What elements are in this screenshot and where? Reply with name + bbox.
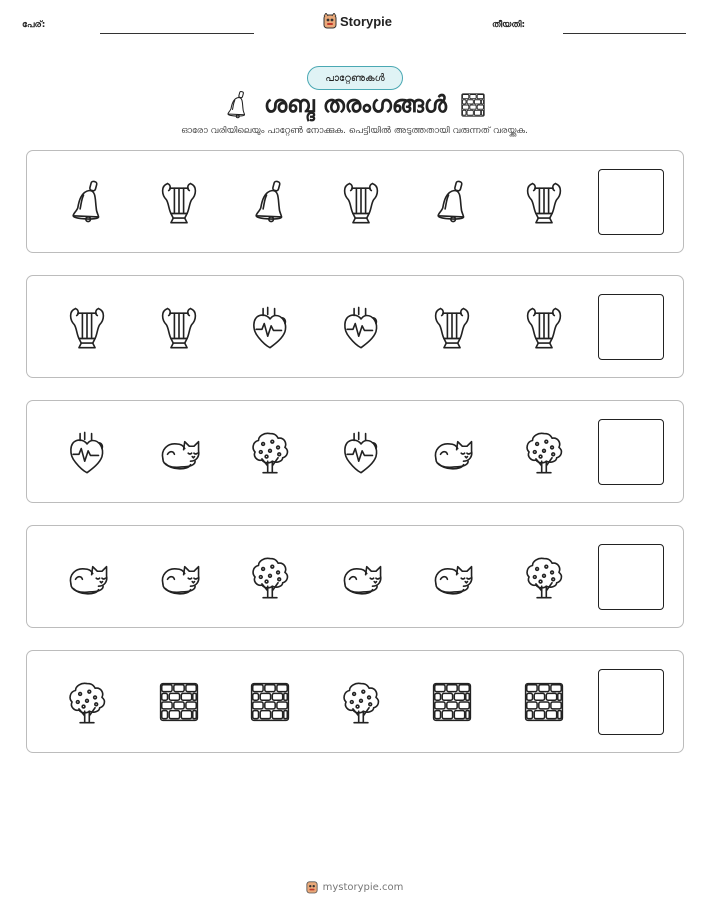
pattern-row [26, 650, 684, 753]
pattern-row [26, 275, 684, 378]
cat-icon [156, 429, 202, 475]
cat-icon [338, 554, 384, 600]
storypie-mascot-icon [323, 13, 337, 29]
answer-box[interactable] [598, 169, 664, 235]
date-label: തീയതി: [492, 20, 526, 30]
cat-icon [156, 554, 202, 600]
tree-icon [521, 429, 567, 475]
bricks-icon [156, 679, 202, 725]
bell-icon [247, 179, 293, 225]
footer [0, 880, 709, 894]
tree-icon [521, 554, 567, 600]
lyre-icon [338, 179, 384, 225]
lyre-icon [156, 179, 202, 225]
tree-icon [247, 429, 293, 475]
bricks-icon [247, 679, 293, 725]
instruction-text: ഓരോ വരിയിലെയും പാറ്റേൺ നോക്കുക. പെട്ടിയിൽ അടുത്തതായി വരുന്നത് വരയ്ക്കുക. [181, 126, 528, 136]
answer-box[interactable] [598, 419, 664, 485]
footer-url: mystorypie.com [322, 881, 404, 893]
answer-box[interactable] [598, 294, 664, 360]
pattern-row [26, 525, 684, 628]
cat-icon [429, 554, 475, 600]
brand-name: Storypie [340, 13, 393, 29]
heart-icon [338, 429, 384, 475]
bell-icon [429, 179, 475, 225]
pattern-row [26, 400, 684, 503]
brick-wall-icon [459, 91, 487, 119]
lyre-icon [429, 304, 475, 350]
pattern-row [26, 150, 684, 253]
heart-icon [64, 429, 110, 475]
page-title: ശബ്ദ തരംഗങ്ങൾ [263, 92, 448, 118]
bricks-icon [521, 679, 567, 725]
storypie-mascot-icon [306, 880, 318, 894]
title-row [0, 88, 709, 122]
cat-icon [64, 554, 110, 600]
tree-icon [247, 554, 293, 600]
answer-box[interactable] [598, 544, 664, 610]
cat-icon [429, 429, 475, 475]
topic-tag: പാറ്റേണുകൾ [307, 66, 403, 90]
name-label: പേര്: [22, 20, 46, 30]
lyre-icon [64, 304, 110, 350]
lyre-icon [156, 304, 202, 350]
lyre-icon [521, 179, 567, 225]
brand-logo [323, 13, 392, 29]
date-line[interactable] [563, 33, 686, 34]
name-line[interactable] [100, 33, 254, 34]
heart-icon [247, 304, 293, 350]
bricks-icon [429, 679, 475, 725]
tree-icon [338, 679, 384, 725]
answer-box[interactable] [598, 669, 664, 735]
lyre-icon [521, 304, 567, 350]
bell-icon [64, 179, 110, 225]
tree-icon [64, 679, 110, 725]
bell-icon [222, 88, 252, 122]
heart-icon [338, 304, 384, 350]
